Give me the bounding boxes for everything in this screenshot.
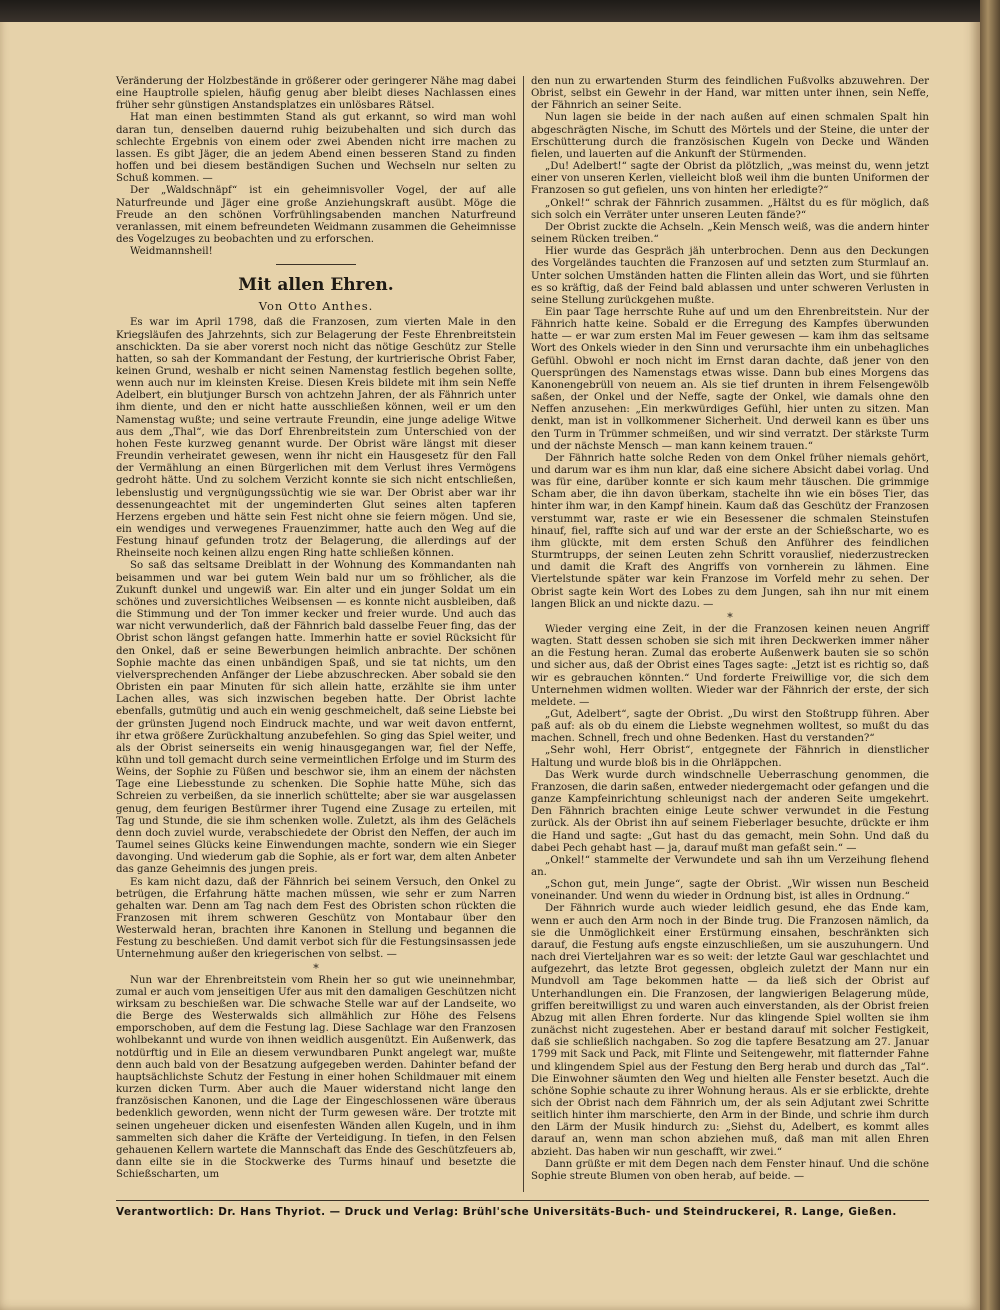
- story-title: Mit allen Ehren.: [238, 275, 394, 296]
- story-paragraph-10: Hier wurde das Gespräch jäh unterbrochen. Denn aus den Deckungen des Vorgeländes tauchten die Franzosen auf und setzten zum Sturmlauf an. Unter solchen Umständen hatten die Flinten allein das Wort, und sie führten es so kräftig, daß der Feind bald ablassen und unter schweren Verlusten in seine Stellung zurückgehen mußte.: [531, 246, 929, 306]
- story-byline: Von Otto Anthes.: [258, 299, 374, 314]
- story-paragraph-1: Es war im April 1798, daß die Franzosen, zum vierten Male in den Kriegsläufen des Jahrzehnts, sich zur Belagerung der Feste Ehrenbreitstein anschickten. Da sie aber vorerst noch nicht das nötige Geschütz zur Stelle hatten, so sah der Kommandant der Festung, der kurtrierische Obrist Faber, keinen Grund, weshalb er nicht seinen Namenstag festlich begehen sollte, wenn auch nur im kleinsten Kreise. Diesen Kreis bildete mit ihm sein Neffe Adelbert, ein blutjunger Bursch von achtzehn Jahren, der als Fähnrich unter ihm diente, und den er nicht hatte ausschließen können, weil er um den Namenstag wußte; und seine vertraute Freundin, eine junge adelige Witwe aus dem „Thal“, wie das Dorf Ehrenbreitstein zum Unterschied von der hohen Feste kurzweg genannt wurde. Der Obrist wäre längst mit dieser Freundin verheiratet gewesen, wenn ihr nicht ein Hausgesetz für den Fall der Vermählung an einen Bürgerlichen mit dem Verlust ihres Vermögens gedroht hätte. Und zu solchem Verzicht konnte sie sich nicht entschließen, lebenslustig und vergnügungssüchtig wie sie war. Der Obrist aber war ihr dessenungeachtet mit der ungeminderten Glut seines alten tapferen Herzens ergeben und hätte sein Fest nicht ohne sie feiern mögen. Und sie, ein wendiges und verwegenes Frauenzimmer, hatte auch den Weg auf die Festung hinauf gefunden trotz der Belagerung, die allerdings auf der Rheinseite noch keinen allzu engen Ring hatte schließen können.: [116, 317, 516, 560]
- left-column: [116, 76, 516, 1181]
- story-paragraph-18: „Schon gut, mein Junge“, sagte der Obrist. „Wir wissen nun Bescheid voneinander. Und wenn du wieder in Ordnung bist, ist alles in Ordnung.“: [531, 879, 929, 903]
- intro-paragraph-1: Veränderung der Holzbestände in größerer oder geringerer Nähe mag dabei eine Hauptrolle spielen, häufig genug aber bleibt dieses Nachlassen eines früher sehr günstigen Anstandsplatzes ein unlösbares Rätsel.: [116, 76, 516, 112]
- column-rule: [523, 76, 524, 1192]
- top-dark-strip: [0, 0, 1000, 22]
- imprint-footer: Verantwortlich: Dr. Hans Thyriot. — Druck und Verlag: Brühl'sche Universitäts-Buch- und Steindruckerei, R. Lange, Gießen.: [116, 1206, 897, 1218]
- story-paragraph-6: Nun lagen sie beide in der nach außen auf einen schmalen Spalt hin abgeschrägten Nische, im Schutt des Mörtels und der Steine, die unter der Erschütterung durch die französischen Kugeln von Decke und Wänden fielen, und lauerten auf die Ankunft der Stürmenden.: [531, 112, 929, 160]
- story-paragraph-8: „Onkel!“ schrak der Fähnrich zusammen. „Hältst du es für möglich, daß sich solch ein Verräter unter unseren Leuten fände?“: [531, 197, 929, 221]
- section-separator: *: [313, 961, 319, 975]
- story-paragraph-13: Wieder verging eine Zeit, in der die Franzosen keinen neuen Angriff wagten. Statt dessen schoben sie sich mit ihren Deckwerken immer näher an die Festung heran. Zumal das eroberte Außenwerk bauten sie so schön und sicher aus, daß der Obrist eines Tages sagte: „Jetzt ist es richtig so, daß wir es gebrauchen könnten.“ Und forderte Freiwillige vor, die sich dem Unternehmen widmen wollten. Wieder war der Fähnrich der erste, der sich meldete. —: [531, 623, 929, 708]
- story-paragraph-17: „Onkel!“ stammelte der Verwundete und sah ihn um Verzeihung flehend an.: [531, 854, 929, 878]
- story-paragraph-2: So saß das seltsame Dreiblatt in der Wohnung des Kommandanten nah beisammen und war bei gutem Wein bald nur um so fröhlicher, als die Zukunft dunkel und ungewiß war. Ein alter und ein junger Soldat um ein schönes und zuversichtliches Weibsensen — es konnte nicht ausbleiben, daß die Stimmung und der Ton immer kecker und freier wurde. Und auch das war nicht verwunderlich, daß der Fähnrich bald dasselbe Feuer fing, das der Obrist schon längst gefangen hatte. Immerhin hatte er soviel Rücksicht für den Onkel, daß er seine Bewerbungen heimlich anbrachte. Der schönen Sophie machte das einen unbändigen Spaß, und sie tat nichts, um den vielversprechenden Anfänger der Liebe abzuschrecken. Aber sobald sie den Obristen ein paar Minuten für sich allein hatte, erzählte sie ihm unter Lachen alles, was sich inzwischen begeben hatte. Der Obrist lachte ebenfalls, gutmütig und auch ein wenig geschmeichelt, daß seine Liebste bei der grünsten Jugend noch Eindruck machte, und war weit davon entfernt, ihr etwa größere Zurückhaltung anzubefehlen. So ging das Spiel weiter, und als der Obrist seinerseits ein wenig hinausgegangen war, fiel der Neffe, kühn und toll gemacht durch seine vermeintlichen Erfolge und im Sturm des Weins, der Sophie zu Füßen und beschwor sie, ihm an einem der nächsten Tage eine Liebesstunde zu schenken. Die Sophie hatte Mühe, sich das Schreien zu verbeißen, da sie innerlich schüttelte; aber sie war ausgelassen genug, dem feurigen Bestürmer ihrer Tugend eine Zusage zu erteilen, mit Tag und Stunde, die sie ihm schenken wolle. Zuletzt, als ihm des Gelächels denn doch zuviel wurde, verabschiedete der Obrist den Neffen, der auch im Taumel seines Glücks keine Einwendungen machte, sondern wie ein Sieger davonging. Und wiederum gab die Sophie, als er fort war, dem alten Anbeter das ganze Geheimnis des jungen preis.: [116, 560, 516, 876]
- story-paragraph-3: Es kam nicht dazu, daß der Fähnrich bei seinem Versuch, den Onkel zu betrügen, die Erfahrung hätte machen müssen, wie sehr er zum Narren gehalten war. Denn am Tag nach dem Fest des Obristen schon rückten die Franzosen mit ihrem schweren Geschütz von Montabaur über den Westerwald heran, brachten ihre Kanonen in Stellung und begannen die Festung zu beschießen. Und damit verbot sich für die Festungsinsassen jede Unternehmung außer den kriegerischen von selbst. —: [116, 876, 516, 961]
- story-paragraph-19: Der Fähnrich wurde auch wieder leidlich gesund, ehe das Ende kam, wenn er auch den Arm noch in der Binde trug. Die Franzosen nämlich, da sie die Unmöglichkeit einer Erstürmung einsahen, beschränkten sich darauf, die Festung aufs engste einzuschließen, um sie auszuhungern. Und nach drei Vierteljahren war es so weit: der letzte Gaul war geschlachtet und aufgezehrt, das letzte Brot gegessen, obgleich zuletzt der Mann nur ein Mundvoll am Tage bekommen hatte — da ließ sich der Obrist auf Unterhandlungen ein. Die Franzosen, der langwierigen Belagerung müde, griffen bereitwilligst zu und waren auch einverstanden, als der Obrist freien Abzug mit allen Ehren forderte. Nur das klingende Spiel wollten sie ihm zunächst nicht zugestehen. Aber er bestand darauf mit solcher Festigkeit, daß sie schließlich nachgaben. So zog die tapfere Besatzung am 27. Januar 1799 mit Sack und Pack, mit Flinte und Seitengewehr, mit flatternder Fahne und klingendem Spiel aus der Festung den Berg herab und durch das „Tal“. Die Einwohner säumten den Weg und hielten alle Fenster besetzt. Auch die schöne Sophie schaute zu ihrer Wohnung heraus. Als er sie erblickte, drehte sich der Obrist nach dem Fähnrich um, der als sein Adjutant zwei Schritte seitlich hinter ihm marschierte, den Arm in der Binde, und schrie ihm durch den Lärm der Musik hindurch zu: „Siehst du, Adelbert, es kommt alles darauf an, wenn man schon abziehen muß, daß man mit allen Ehren abzieht. Das haben wir nun geschafft, wir zwei.“: [531, 903, 929, 1158]
- section-separator: *: [727, 610, 733, 624]
- story-paragraph-12: Der Fähnrich hatte solche Reden von dem Onkel früher niemals gehört, und darum war es ihm nun klar, daß eine sichere Absicht dabei vorlag. Und was für eine, darüber konnte er sich kaum mehr täuschen. Die grimmige Scham aber, die ihn davon überkam, stachelte ihn wie ein böses Tier, das hinter ihm war, in den Kampf hinein. Kaum daß das Geschütz der Franzosen verstummt war, raste er wie ein Besessener die schmalen Steinstufen hinauf, fiel, raffte sich auf und war der erste an der Schießscharte, wo es ihm glückte, mit dem ersten Schuß den Anführer des feindlichen Sturmtrupps, der seinen Leuten zehn Schritt vorauslief, niederzustrecken und damit die Kraft des Angriffs von vornherein zu lähmen. Eine Viertelstunde später war kein Franzose im Vorfeld mehr zu sehen. Der Obrist sagte kein Wort des Lobes zu dem Jungen, sah ihn nur mit einem langen Blick an und nickte dazu. —: [531, 452, 929, 610]
- story-paragraph-7: „Du! Adelbert!“ sagte der Obrist da plötzlich, „was meinst du, wenn jetzt einer von unseren Kerlen, vielleicht bloß weil ihm die bunten Uniformen der Franzosen so gut gefielen, uns von hinten her erledigte?“: [531, 161, 929, 197]
- intro-closing: Weidmannsheil!: [130, 246, 213, 258]
- story-paragraph-20: Dann grüßte er mit dem Degen nach dem Fenster hinauf. Und die schöne Sophie streute Blumen von oben herab, auf beide. —: [531, 1158, 929, 1182]
- story-paragraph-11: Ein paar Tage herrschte Ruhe auf und um den Ehrenbreitstein. Nur der Fähnrich hatte keine. Sobald er die Erregung des Kampfes überwunden hatte — er war zum ersten Mal im Feuer gewesen — kam ihm das seltsame Wort des Onkels wieder in den Sinn und verursachte ihm ein unbehagliches Gefühl. Obwohl er noch nicht im Ernst daran dachte, daß jener von den Quersprüngen des Namenstags etwas wisse. Dann bub eines Morgens das Kanonengebrüll von neuem an. Als sie tief drunten in ihrem Felsengewölb saßen, der Onkel und der Neffe, sagte der Onkel, wie damals ohne den Neffen anzusehen: „Ein merkwürdiges Gefühl, hier unten zu sitzen. Man denkt, man ist in vollkommener Sicherheit. Und derweil kann es über uns den Turm in Trümmer schmeißen, und wir sind verratzt. Der stärkste Turm und der nächste Mensch — man kann keinem trauen.“: [531, 306, 929, 452]
- story-paragraph-4: Nun war der Ehrenbreitstein vom Rhein her so gut wie uneinnehmbar, zumal er auch vom jenseitigen Ufer aus mit den damaligen Geschützen nicht wirksam zu beschießen war. Die schwache Stelle war auf der Landseite, wo die Berge des Westerwalds sich allmählich zur Höhe des Felsens emporschoben, auf dem die Festung lag. Diese Sachlage war den Franzosen wohlbekannt und wurde von ihnen weidlich ausgenützt. Ein Außenwerk, das notdürftig und in Eile an diesem verwundbaren Punkt angelegt war, mußte denn auch bald von der Besatzung aufgegeben werden. Dahinter befand der hauptsächlichste Schutz der Festung in einer hohen Schildmauer mit einem kurzen dicken Turm. Aber auch die Mauer widerstand nicht lange den französischen Kanonen, und die Lage der Eingeschlossenen wäre überaus bedenklich geworden, wenn nicht der Turm gewesen wäre. Der trotzte mit seinen ungeheuer dicken und eisenfesten Wänden allen Kugeln, und in ihm sammelten sich daher die Kräfte der Verteidigung. In tiefen, in den Felsen gehauenen Kellern wartete die Mannschaft das Ende des Geschützfeuers ab, dann eilte sie in die Stockwerke des Turms hinauf und besetzte die Schießscharten, um: [116, 974, 516, 1181]
- story-paragraph-16: Das Werk wurde durch windschnelle Ueberraschung genommen, die Franzosen, die darin saßen, entweder niedergemacht oder gefangen und die ganze Kampfeinrichtung schleunigst nach der anderen Seite umgekehrt. Den Fähnrich brachten einige Leute schwer verwundet in die Festung zurück. Als der Obrist ihn auf seinem Fieberlager besuchte, drückte er ihm die Hand und sagte: „Gut hast du das gemacht, mein Sohn. Und daß du dabei Pech gehabt hast — ja, darauf mußt man gefaßt sein.“ —: [531, 769, 929, 854]
- footer-rule: [116, 1200, 929, 1201]
- intro-paragraph-2: Hat man einen bestimmten Stand als gut erkannt, so wird man wohl daran tun, denselben dauernd ruhig beizubehalten und sich durch das schlechte Ergebnis von einem oder zwei Abenden nicht irre machen zu lassen. Es gibt Jäger, die an jedem Abend einen besseren Stand zu finden hoffen und bei diesem beständigen Suchen und Wechseln nur selten zu Schuß kommen. —: [116, 112, 516, 185]
- story-paragraph-9: Der Obrist zuckte die Achseln. „Kein Mensch weiß, was die andern hinter seinem Rücken treiben.“: [531, 221, 929, 246]
- intro-paragraph-3: Der „Waldschnäpf“ ist ein geheimnisvoller Vogel, der auf alle Naturfreunde und Jäger eine große Anziehungskraft ausübt. Möge die Freude an den schönen Vorfrühlingsabenden manchen Naturfreund veranlassen, mit einem befreundeten Weidmann zusammen die Geheimnisse des Vogelzuges zu beobachten und zu erforschen.: [116, 185, 516, 246]
- story-paragraph-15: „Sehr wohl, Herr Obrist“, entgegnete der Fähnrich in dienstlicher Haltung und wurde bloß bis in die Ohrläppchen.: [531, 745, 929, 769]
- story-paragraph-14: „Gut, Adelbert“, sagte der Obrist. „Du wirst den Stoßtrupp führen. Aber paß auf: als ob du einem die Liebste wegnehmen wolltest, so mußt du das machen. Schnell, frech und ohne Bedenken. Hast du verstanden?“: [531, 708, 929, 745]
- section-divider: [276, 264, 356, 265]
- right-column: [531, 76, 929, 1183]
- story-paragraph-5: den nun zu erwartenden Sturm des feindlichen Fußvolks abzuwehren. Der Obrist, selbst ein Gewehr in der Hand, war mitten unter ihnen, sein Neffe, der Fähnrich an seiner Seite.: [531, 76, 929, 112]
- page-edge: [980, 0, 1000, 1310]
